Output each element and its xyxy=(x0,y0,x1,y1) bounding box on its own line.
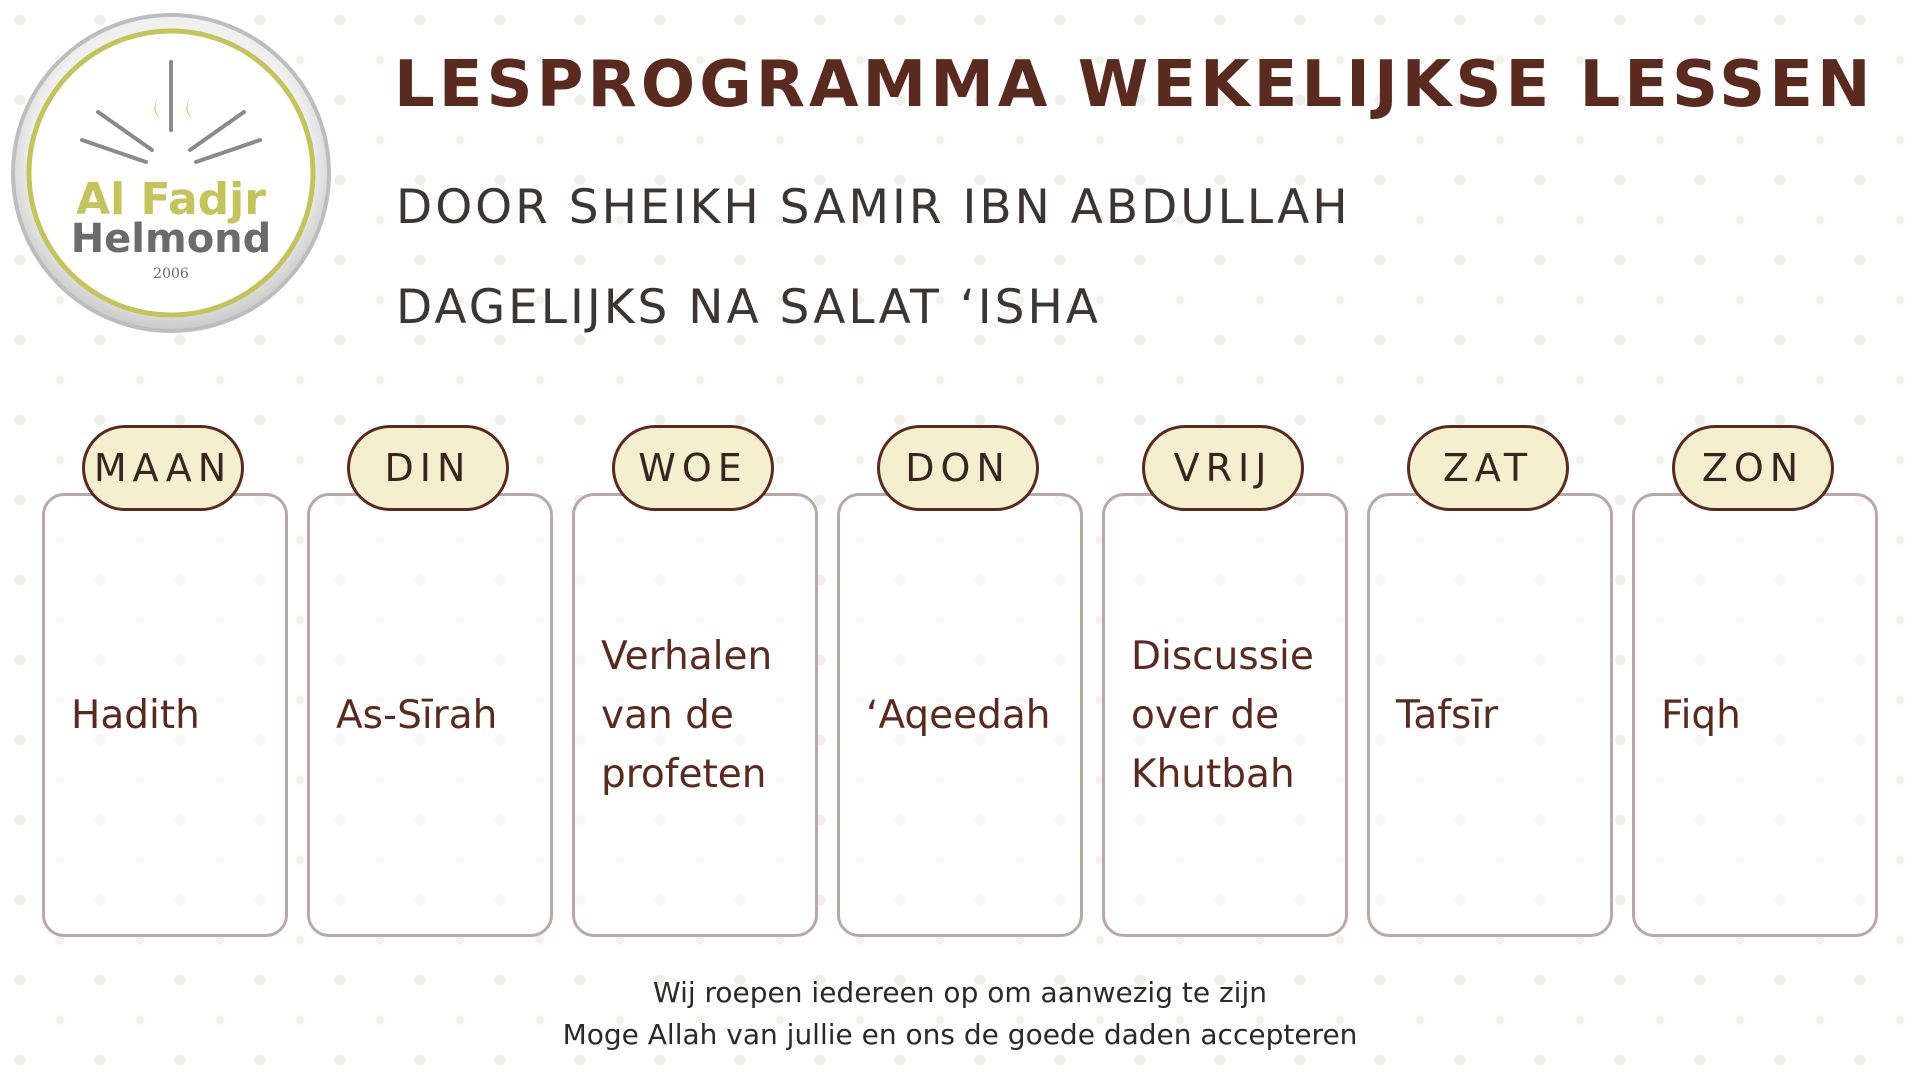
day-card xyxy=(42,493,288,937)
day-column-zat xyxy=(1367,425,1613,937)
day-card xyxy=(307,493,553,937)
day-column-din xyxy=(307,425,553,937)
day-column-woe xyxy=(572,425,818,937)
day-column-maan xyxy=(42,425,288,937)
day-badge: DON xyxy=(877,425,1039,511)
day-column-don xyxy=(837,425,1083,937)
subtitle-time: DAGELIJKS NA SALAT ‘ISHA xyxy=(396,280,1101,335)
lesson-topic: As-Sīrah xyxy=(336,692,498,738)
day-badge: ZON xyxy=(1672,425,1834,511)
day-badge: DIN xyxy=(347,425,509,511)
day-column-vrij xyxy=(1102,425,1348,937)
lesson-topic: Tafsīr xyxy=(1396,692,1499,738)
page-title: LESPROGRAMMA WEKELIJKSE LESSEN xyxy=(394,48,1875,122)
day-badge: WOE xyxy=(612,425,774,511)
day-column-zon xyxy=(1632,425,1878,937)
day-badge: MAAN xyxy=(82,425,244,511)
subtitle-teacher: DOOR SHEIKH SAMIR IBN ABDULLAH xyxy=(396,180,1351,235)
day-card xyxy=(837,493,1083,937)
logo-year: 2006 xyxy=(153,266,189,282)
lesson-topic: Verhalen van de profeten xyxy=(601,633,773,797)
footer-prayer: Moge Allah van jullie en ons de goede daden accepteren xyxy=(562,1018,1358,1051)
day-badge: VRIJ xyxy=(1142,425,1304,511)
day-card xyxy=(1102,493,1348,937)
lesson-topic: Discussie over de Khutbah xyxy=(1131,633,1314,797)
day-card xyxy=(1367,493,1613,937)
day-card xyxy=(572,493,818,937)
logo-line2: Helmond xyxy=(70,216,272,262)
lesson-topic: Hadith xyxy=(71,692,200,738)
day-card xyxy=(1632,493,1878,937)
footer-invitation: Wij roepen iedereen op om aanwezig te zijn xyxy=(653,976,1267,1009)
logo xyxy=(10,12,332,334)
lesson-topic: Fiqh xyxy=(1661,692,1741,738)
lesson-topic: ‘Aqeedah xyxy=(866,692,1051,738)
logo-line1: Al Fadjr xyxy=(76,174,266,225)
weekly-schedule xyxy=(42,425,1880,937)
day-badge: ZAT xyxy=(1407,425,1569,511)
